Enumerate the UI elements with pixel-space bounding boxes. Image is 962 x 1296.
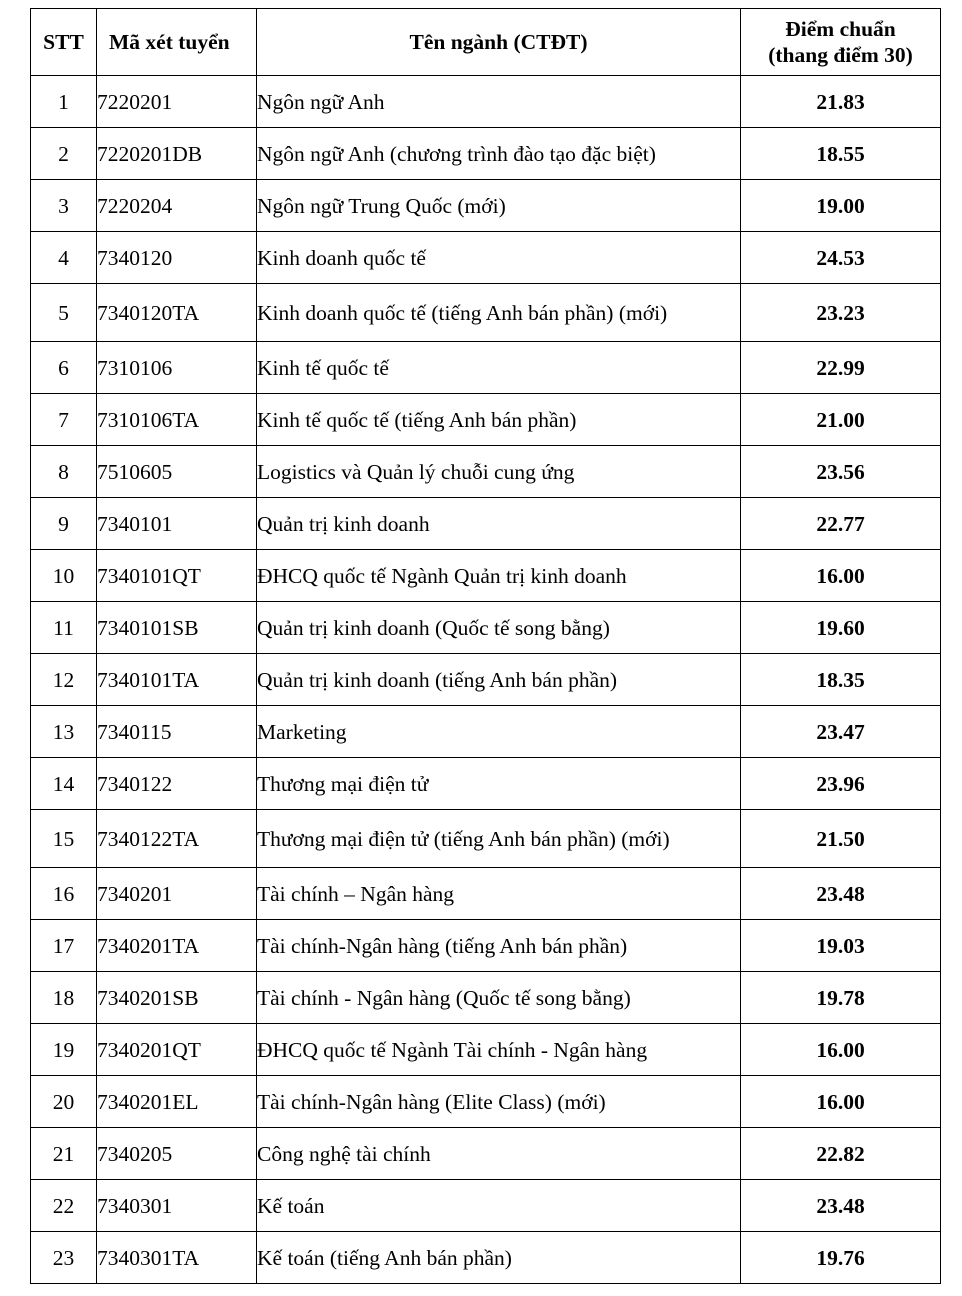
row-stt: 11 <box>31 602 97 654</box>
row-score: 18.35 <box>741 654 941 706</box>
table-row <box>31 1024 941 1076</box>
table-row <box>31 394 941 446</box>
table-row <box>31 1076 941 1128</box>
table-row <box>31 180 941 232</box>
row-name: Tài chính - Ngân hàng (Quốc tế song bằng) <box>257 972 741 1024</box>
header-stt: STT <box>31 9 97 76</box>
row-code: 7340205 <box>97 1128 257 1180</box>
row-stt: 17 <box>31 920 97 972</box>
row-score: 19.60 <box>741 602 941 654</box>
row-name: Công nghệ tài chính <box>257 1128 741 1180</box>
row-code: 7340201SB <box>97 972 257 1024</box>
header-name: Tên ngành (CTĐT) <box>257 9 741 76</box>
row-code: 7340201TA <box>97 920 257 972</box>
row-code: 7310106 <box>97 342 257 394</box>
table-row <box>31 868 941 920</box>
row-score: 23.96 <box>741 758 941 810</box>
row-score: 21.83 <box>741 76 941 128</box>
row-name: Thương mại điện tử (tiếng Anh bán phần) (mới) <box>257 810 741 868</box>
row-code: 7310106TA <box>97 394 257 446</box>
row-stt: 3 <box>31 180 97 232</box>
table-row <box>31 602 941 654</box>
row-name: Kinh tế quốc tế <box>257 342 741 394</box>
row-code: 7340122 <box>97 758 257 810</box>
table-row <box>31 920 941 972</box>
row-score: 21.50 <box>741 810 941 868</box>
row-name: Kế toán (tiếng Anh bán phần) <box>257 1232 741 1284</box>
row-name: Tài chính-Ngân hàng (tiếng Anh bán phần) <box>257 920 741 972</box>
row-code: 7340101 <box>97 498 257 550</box>
row-score: 24.53 <box>741 232 941 284</box>
row-stt: 1 <box>31 76 97 128</box>
row-score: 19.00 <box>741 180 941 232</box>
row-stt: 15 <box>31 810 97 868</box>
table-row <box>31 810 941 868</box>
row-stt: 6 <box>31 342 97 394</box>
table-row <box>31 1180 941 1232</box>
row-code: 7220204 <box>97 180 257 232</box>
row-name: Ngôn ngữ Anh (chương trình đào tạo đặc biệt) <box>257 128 741 180</box>
table-row <box>31 550 941 602</box>
row-code: 7340201EL <box>97 1076 257 1128</box>
table-row <box>31 972 941 1024</box>
row-name: Ngôn ngữ Trung Quốc (mới) <box>257 180 741 232</box>
table-row <box>31 498 941 550</box>
row-score: 19.78 <box>741 972 941 1024</box>
row-code: 7340201 <box>97 868 257 920</box>
row-name: Kế toán <box>257 1180 741 1232</box>
row-stt: 12 <box>31 654 97 706</box>
row-code: 7340122TA <box>97 810 257 868</box>
row-score: 16.00 <box>741 550 941 602</box>
row-name: Thương mại điện tử <box>257 758 741 810</box>
admission-scores-table <box>30 8 941 1284</box>
row-score: 22.77 <box>741 498 941 550</box>
row-stt: 22 <box>31 1180 97 1232</box>
row-name: Marketing <box>257 706 741 758</box>
row-stt: 18 <box>31 972 97 1024</box>
row-code: 7340101SB <box>97 602 257 654</box>
row-stt: 2 <box>31 128 97 180</box>
row-name: Quản trị kinh doanh <box>257 498 741 550</box>
row-code: 7340101QT <box>97 550 257 602</box>
table-row <box>31 342 941 394</box>
row-score: 22.99 <box>741 342 941 394</box>
row-stt: 13 <box>31 706 97 758</box>
row-name: Kinh doanh quốc tế <box>257 232 741 284</box>
row-name: ĐHCQ quốc tế Ngành Quản trị kinh doanh <box>257 550 741 602</box>
row-score: 23.56 <box>741 446 941 498</box>
row-stt: 10 <box>31 550 97 602</box>
row-score: 21.00 <box>741 394 941 446</box>
row-name: Logistics và Quản lý chuỗi cung ứng <box>257 446 741 498</box>
row-name: Kinh doanh quốc tế (tiếng Anh bán phần) (mới) <box>257 284 741 342</box>
row-stt: 9 <box>31 498 97 550</box>
row-stt: 14 <box>31 758 97 810</box>
header-score <box>741 9 941 76</box>
table-row <box>31 446 941 498</box>
table-row <box>31 76 941 128</box>
row-code: 7340120TA <box>97 284 257 342</box>
row-stt: 20 <box>31 1076 97 1128</box>
row-stt: 7 <box>31 394 97 446</box>
table-row <box>31 284 941 342</box>
row-name: Kinh tế quốc tế (tiếng Anh bán phần) <box>257 394 741 446</box>
row-code: 7340115 <box>97 706 257 758</box>
row-score: 16.00 <box>741 1076 941 1128</box>
row-code: 7220201 <box>97 76 257 128</box>
header-score-line2: (thang điểm 30) <box>768 43 913 67</box>
row-score: 19.03 <box>741 920 941 972</box>
table-row <box>31 1128 941 1180</box>
row-score: 23.48 <box>741 868 941 920</box>
table-row <box>31 232 941 284</box>
row-name: Quản trị kinh doanh (tiếng Anh bán phần) <box>257 654 741 706</box>
header-code: Mã xét tuyển <box>97 9 257 76</box>
table-row <box>31 1232 941 1284</box>
row-score: 16.00 <box>741 1024 941 1076</box>
row-stt: 19 <box>31 1024 97 1076</box>
row-code: 7340101TA <box>97 654 257 706</box>
row-score: 23.48 <box>741 1180 941 1232</box>
header-score-line1: Điểm chuẩn <box>785 17 896 41</box>
row-stt: 16 <box>31 868 97 920</box>
row-name: Quản trị kinh doanh (Quốc tế song bằng) <box>257 602 741 654</box>
table-row <box>31 654 941 706</box>
row-name: Ngôn ngữ Anh <box>257 76 741 128</box>
row-name: Tài chính – Ngân hàng <box>257 868 741 920</box>
row-score: 18.55 <box>741 128 941 180</box>
row-stt: 5 <box>31 284 97 342</box>
table-row <box>31 128 941 180</box>
table-row <box>31 758 941 810</box>
row-stt: 4 <box>31 232 97 284</box>
row-stt: 21 <box>31 1128 97 1180</box>
row-code: 7340301 <box>97 1180 257 1232</box>
row-code: 7340301TA <box>97 1232 257 1284</box>
table-row <box>31 706 941 758</box>
row-name: ĐHCQ quốc tế Ngành Tài chính - Ngân hàng <box>257 1024 741 1076</box>
row-code: 7510605 <box>97 446 257 498</box>
row-code: 7220201DB <box>97 128 257 180</box>
row-stt: 8 <box>31 446 97 498</box>
row-code: 7340201QT <box>97 1024 257 1076</box>
row-score: 23.23 <box>741 284 941 342</box>
row-score: 22.82 <box>741 1128 941 1180</box>
row-code: 7340120 <box>97 232 257 284</box>
row-score: 23.47 <box>741 706 941 758</box>
table-body <box>31 76 941 1284</box>
header-row <box>31 9 941 76</box>
row-score: 19.76 <box>741 1232 941 1284</box>
row-name: Tài chính-Ngân hàng (Elite Class) (mới) <box>257 1076 741 1128</box>
row-stt: 23 <box>31 1232 97 1284</box>
